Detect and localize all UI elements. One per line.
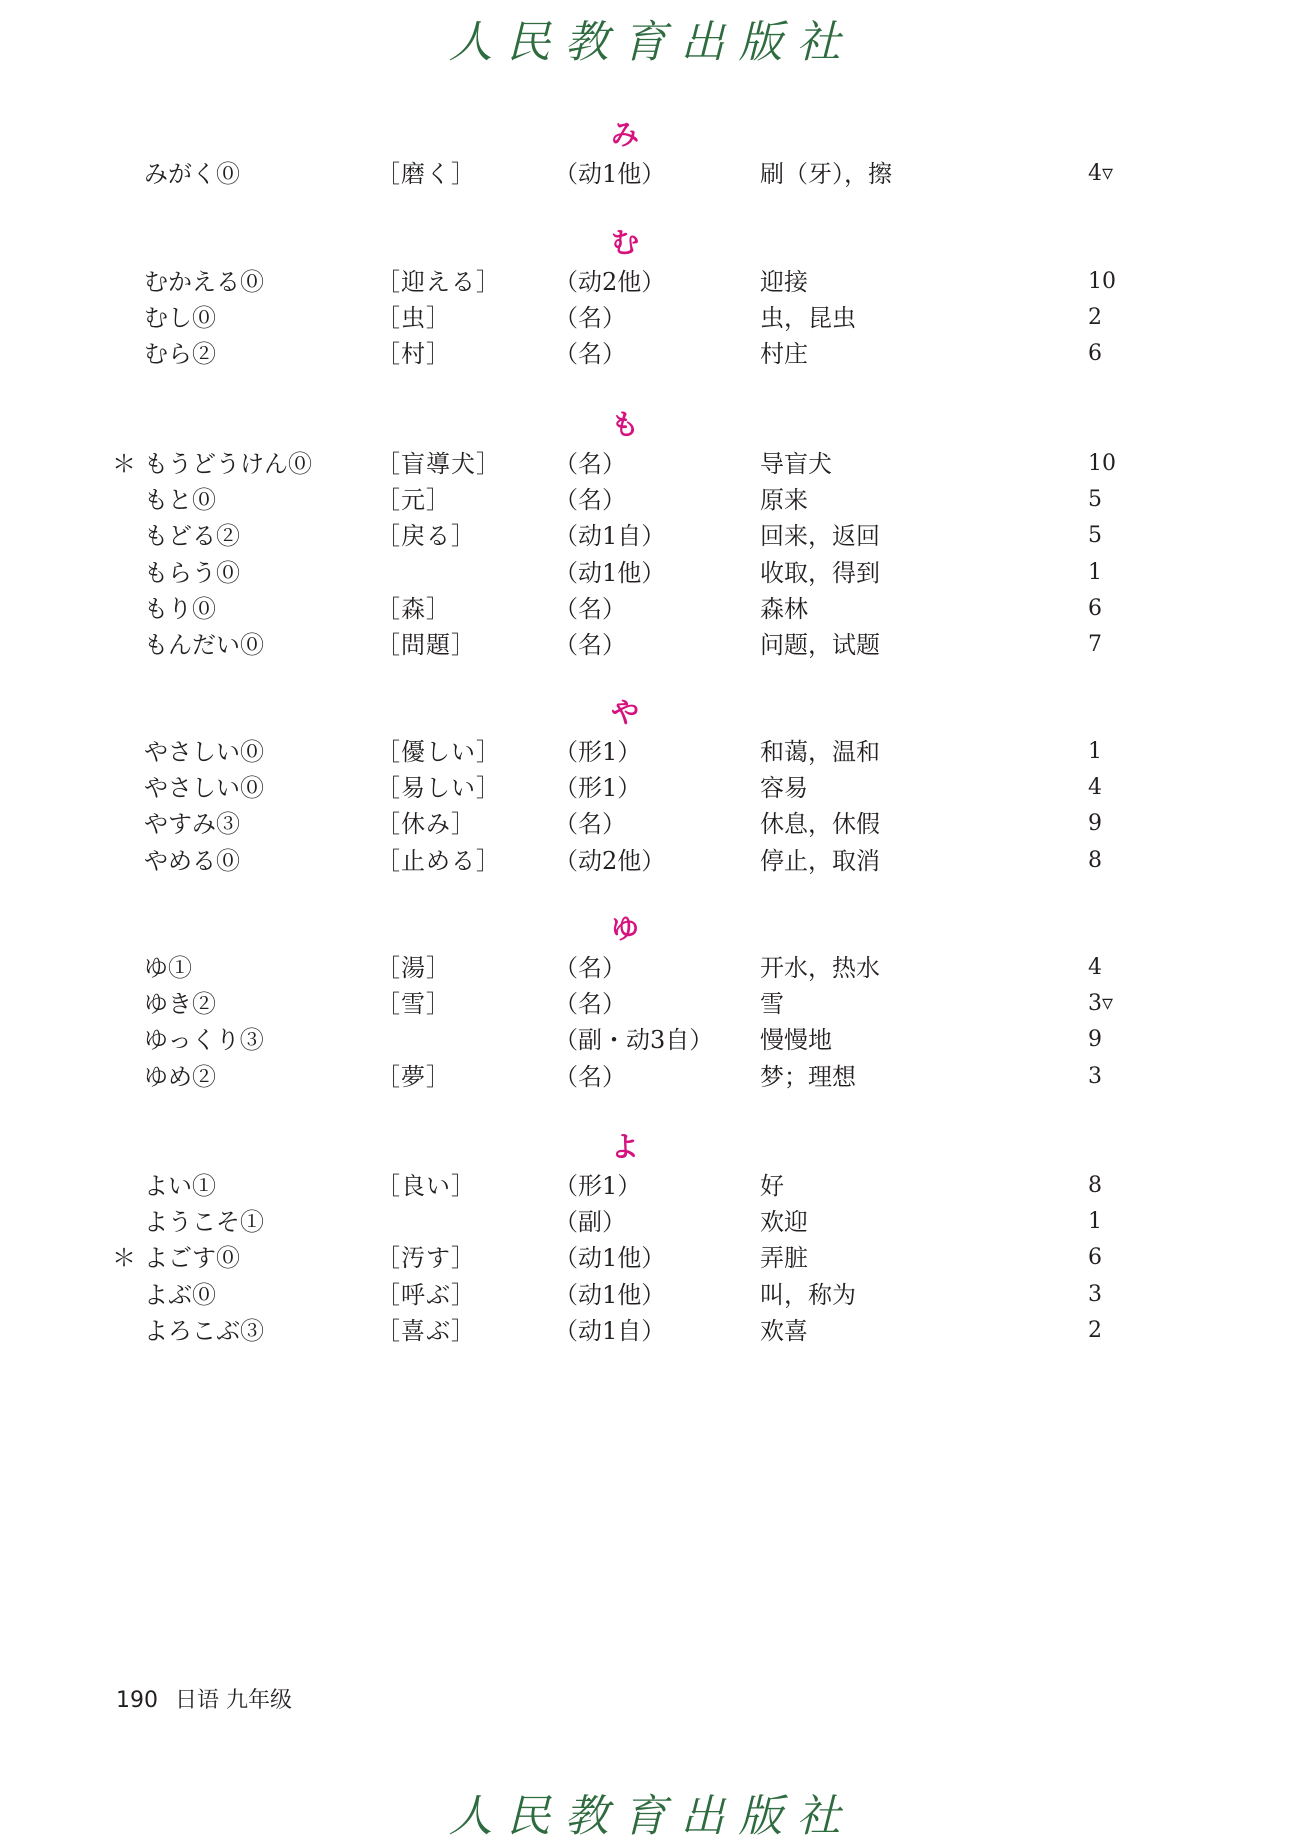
entry-reading: よごす⓪ xyxy=(144,1244,240,1273)
entry-meaning: 梦；理想 xyxy=(760,1062,856,1091)
glossary-entry xyxy=(0,804,1303,844)
section-heading: よ xyxy=(610,1130,639,1163)
entry-lesson-number: 1 xyxy=(1088,559,1102,585)
glossary-entry xyxy=(0,298,1303,338)
entry-kanji: ［村］ xyxy=(376,340,451,369)
entry-kanji: ［汚す］ xyxy=(376,1244,476,1273)
entry-part-of-speech: （形1） xyxy=(554,738,642,766)
entry-kanji: ［休み］ xyxy=(376,810,476,839)
entry-meaning: 弄脏 xyxy=(760,1244,808,1273)
entry-reading: むら② xyxy=(144,340,216,369)
entry-reading: みがく⓪ xyxy=(144,160,240,188)
entry-reading: よろこぶ③ xyxy=(144,1316,264,1345)
entry-lesson-number: 4 xyxy=(1088,775,1102,801)
entry-reading: よい① xyxy=(144,1172,216,1200)
entry-kanji: ［湯］ xyxy=(376,954,451,982)
entry-part-of-speech: （名） xyxy=(554,990,626,1019)
entry-meaning: 村庄 xyxy=(760,340,808,369)
entry-lesson-number: 1 xyxy=(1088,739,1102,764)
entry-part-of-speech: （动1他） xyxy=(554,558,666,587)
entry-reading: ゆめ② xyxy=(144,1062,216,1091)
glossary-entry xyxy=(0,1311,1303,1351)
entry-part-of-speech: （动2他） xyxy=(554,846,666,875)
entry-lesson-number: 4▿ xyxy=(1088,161,1114,186)
glossary-entry xyxy=(0,589,1303,629)
glossary-entry xyxy=(0,768,1303,808)
entry-meaning: 刷（牙），擦 xyxy=(760,160,892,188)
entry-reading: ゆき② xyxy=(144,990,216,1019)
section-heading: む xyxy=(610,226,639,259)
entry-kanji: ［森］ xyxy=(376,594,451,623)
entry-lesson-number: 6 xyxy=(1088,341,1102,367)
section-heading: や xyxy=(610,696,639,729)
entry-reading: もり⓪ xyxy=(144,594,216,623)
glossary-entry xyxy=(0,1275,1303,1315)
glossary-entry xyxy=(0,1238,1303,1278)
entry-meaning: 迎接 xyxy=(760,268,808,296)
entry-lesson-number: 4 xyxy=(1088,955,1102,980)
section-heading: ゆ xyxy=(610,912,639,945)
entry-kanji: ［迎える］ xyxy=(376,268,501,296)
section-heading: も xyxy=(610,408,639,441)
entry-meaning: 原来 xyxy=(760,486,808,515)
entry-part-of-speech: （名） xyxy=(554,810,626,839)
entry-lesson-number: 8 xyxy=(1088,1173,1102,1198)
section-heading: み xyxy=(610,118,639,151)
entry-lesson-number: 6 xyxy=(1088,1245,1102,1271)
entry-kanji: ［問題］ xyxy=(376,631,476,659)
entry-part-of-speech: （名） xyxy=(554,340,626,369)
entry-kanji: ［優しい］ xyxy=(376,738,501,766)
entry-kanji: ［止める］ xyxy=(376,846,501,875)
entry-reading: やさしい⓪ xyxy=(144,774,264,803)
entry-reading: やすみ③ xyxy=(144,810,240,839)
entry-reading: もうどうけん⓪ xyxy=(144,450,312,478)
entry-reading: やめる⓪ xyxy=(144,846,240,875)
glossary-entry xyxy=(0,154,1303,194)
entry-lesson-number: 2 xyxy=(1088,305,1102,331)
entry-lesson-number: 2 xyxy=(1088,1317,1102,1343)
entry-part-of-speech: （动1自） xyxy=(554,522,666,551)
entry-part-of-speech: （名） xyxy=(554,594,626,623)
glossary-entry xyxy=(0,984,1303,1024)
new-word-marker: ＊ xyxy=(112,1244,136,1273)
entry-reading: もと⓪ xyxy=(144,486,216,515)
entry-meaning: 和蔼，温和 xyxy=(760,738,880,766)
entry-lesson-number: 5 xyxy=(1088,523,1102,549)
entry-lesson-number: 10 xyxy=(1088,269,1116,294)
entry-reading: ゆ① xyxy=(144,954,192,982)
entry-part-of-speech: （形1） xyxy=(554,774,642,803)
entry-lesson-number: 1 xyxy=(1088,1209,1102,1235)
entry-kanji: ［呼ぶ］ xyxy=(376,1280,476,1309)
entry-reading: ゆっくり③ xyxy=(144,1026,264,1055)
entry-part-of-speech: （动2他） xyxy=(554,268,666,296)
entry-lesson-number: 8 xyxy=(1088,847,1102,873)
publisher-logo-top: 人民教育出版社 xyxy=(448,17,855,68)
glossary-entry xyxy=(0,841,1303,881)
entry-meaning: 慢慢地 xyxy=(760,1026,832,1055)
entry-part-of-speech: （名） xyxy=(554,304,626,333)
new-word-marker: ＊ xyxy=(112,450,136,478)
entry-kanji: ［夢］ xyxy=(376,1062,451,1091)
entry-kanji: ［易しい］ xyxy=(376,774,501,803)
entry-meaning: 问题，试题 xyxy=(760,631,880,659)
entry-kanji: ［元］ xyxy=(376,486,451,515)
entry-reading: もんだい⓪ xyxy=(144,631,264,659)
entry-part-of-speech: （名） xyxy=(554,954,626,982)
entry-part-of-speech: （动1他） xyxy=(554,1244,666,1273)
glossary-entry xyxy=(0,262,1303,302)
page-number: 190 xyxy=(116,1688,158,1713)
entry-meaning: 好 xyxy=(760,1172,784,1200)
entry-meaning: 收取，得到 xyxy=(760,558,880,587)
entry-part-of-speech: （副） xyxy=(554,1208,626,1237)
entry-part-of-speech: （动1他） xyxy=(554,1280,666,1309)
glossary-entry xyxy=(0,732,1303,772)
entry-meaning: 叫，称为 xyxy=(760,1280,856,1309)
glossary-entry xyxy=(0,1020,1303,1060)
entry-reading: むし⓪ xyxy=(144,304,216,333)
entry-lesson-number: 5 xyxy=(1088,487,1102,513)
entry-reading: もどる② xyxy=(144,522,240,551)
publisher-logo-bottom: 人民教育出版社 xyxy=(448,1791,855,1842)
entry-meaning: 导盲犬 xyxy=(760,450,832,478)
entry-meaning: 容易 xyxy=(760,774,808,803)
entry-meaning: 开水，热水 xyxy=(760,954,880,982)
entry-kanji: ［良い］ xyxy=(376,1172,476,1200)
glossary-entry xyxy=(0,948,1303,988)
entry-meaning: 休息，休假 xyxy=(760,810,880,839)
page-footer xyxy=(116,1686,292,1716)
entry-meaning: 森林 xyxy=(760,594,808,623)
entry-part-of-speech: （名） xyxy=(554,631,626,659)
entry-reading: やさしい⓪ xyxy=(144,738,264,766)
entry-kanji: ［喜ぶ］ xyxy=(376,1316,476,1345)
glossary-entry xyxy=(0,1057,1303,1097)
entry-lesson-number: 3 xyxy=(1088,1281,1102,1307)
entry-kanji: ［戻る］ xyxy=(376,522,476,551)
entry-reading: むかえる⓪ xyxy=(144,268,264,296)
glossary-entry xyxy=(0,625,1303,665)
entry-part-of-speech: （名） xyxy=(554,1062,626,1091)
entry-part-of-speech: （名） xyxy=(554,486,626,515)
glossary-entry xyxy=(0,334,1303,374)
entry-meaning: 回来，返回 xyxy=(760,522,880,551)
entry-lesson-number: 10 xyxy=(1088,451,1116,476)
glossary-entry xyxy=(0,1166,1303,1206)
entry-part-of-speech: （动1他） xyxy=(554,160,666,188)
entry-part-of-speech: （副・动3自） xyxy=(554,1026,714,1055)
entry-lesson-number: 6 xyxy=(1088,595,1102,621)
entry-reading: ようこそ① xyxy=(144,1208,264,1237)
entry-part-of-speech: （名） xyxy=(554,450,626,478)
entry-meaning: 欢迎 xyxy=(760,1208,808,1237)
entry-kanji: ［磨く］ xyxy=(376,160,476,188)
entry-lesson-number: 3▿ xyxy=(1088,991,1114,1017)
entry-lesson-number: 3 xyxy=(1088,1063,1102,1089)
glossary-entry xyxy=(0,444,1303,484)
entry-kanji: ［盲導犬］ xyxy=(376,450,501,478)
entry-lesson-number: 9 xyxy=(1088,811,1102,837)
glossary-entry xyxy=(0,553,1303,593)
entry-kanji: ［雪］ xyxy=(376,990,451,1019)
entry-part-of-speech: （动1自） xyxy=(554,1316,666,1345)
entry-meaning: 停止，取消 xyxy=(760,846,880,875)
entry-reading: もらう⓪ xyxy=(144,558,240,587)
glossary-entry xyxy=(0,1202,1303,1242)
entry-reading: よぶ⓪ xyxy=(144,1280,216,1309)
entry-meaning: 虫，昆虫 xyxy=(760,304,856,333)
entry-part-of-speech: （形1） xyxy=(554,1172,642,1200)
book-title: 日语 九年级 xyxy=(175,1688,292,1713)
entry-lesson-number: 7 xyxy=(1088,632,1102,657)
glossary-entry xyxy=(0,480,1303,520)
entry-meaning: 雪 xyxy=(760,990,784,1019)
entry-lesson-number: 9 xyxy=(1088,1027,1102,1053)
entry-meaning: 欢喜 xyxy=(760,1316,808,1345)
glossary-entry xyxy=(0,516,1303,556)
entry-kanji: ［虫］ xyxy=(376,304,451,333)
